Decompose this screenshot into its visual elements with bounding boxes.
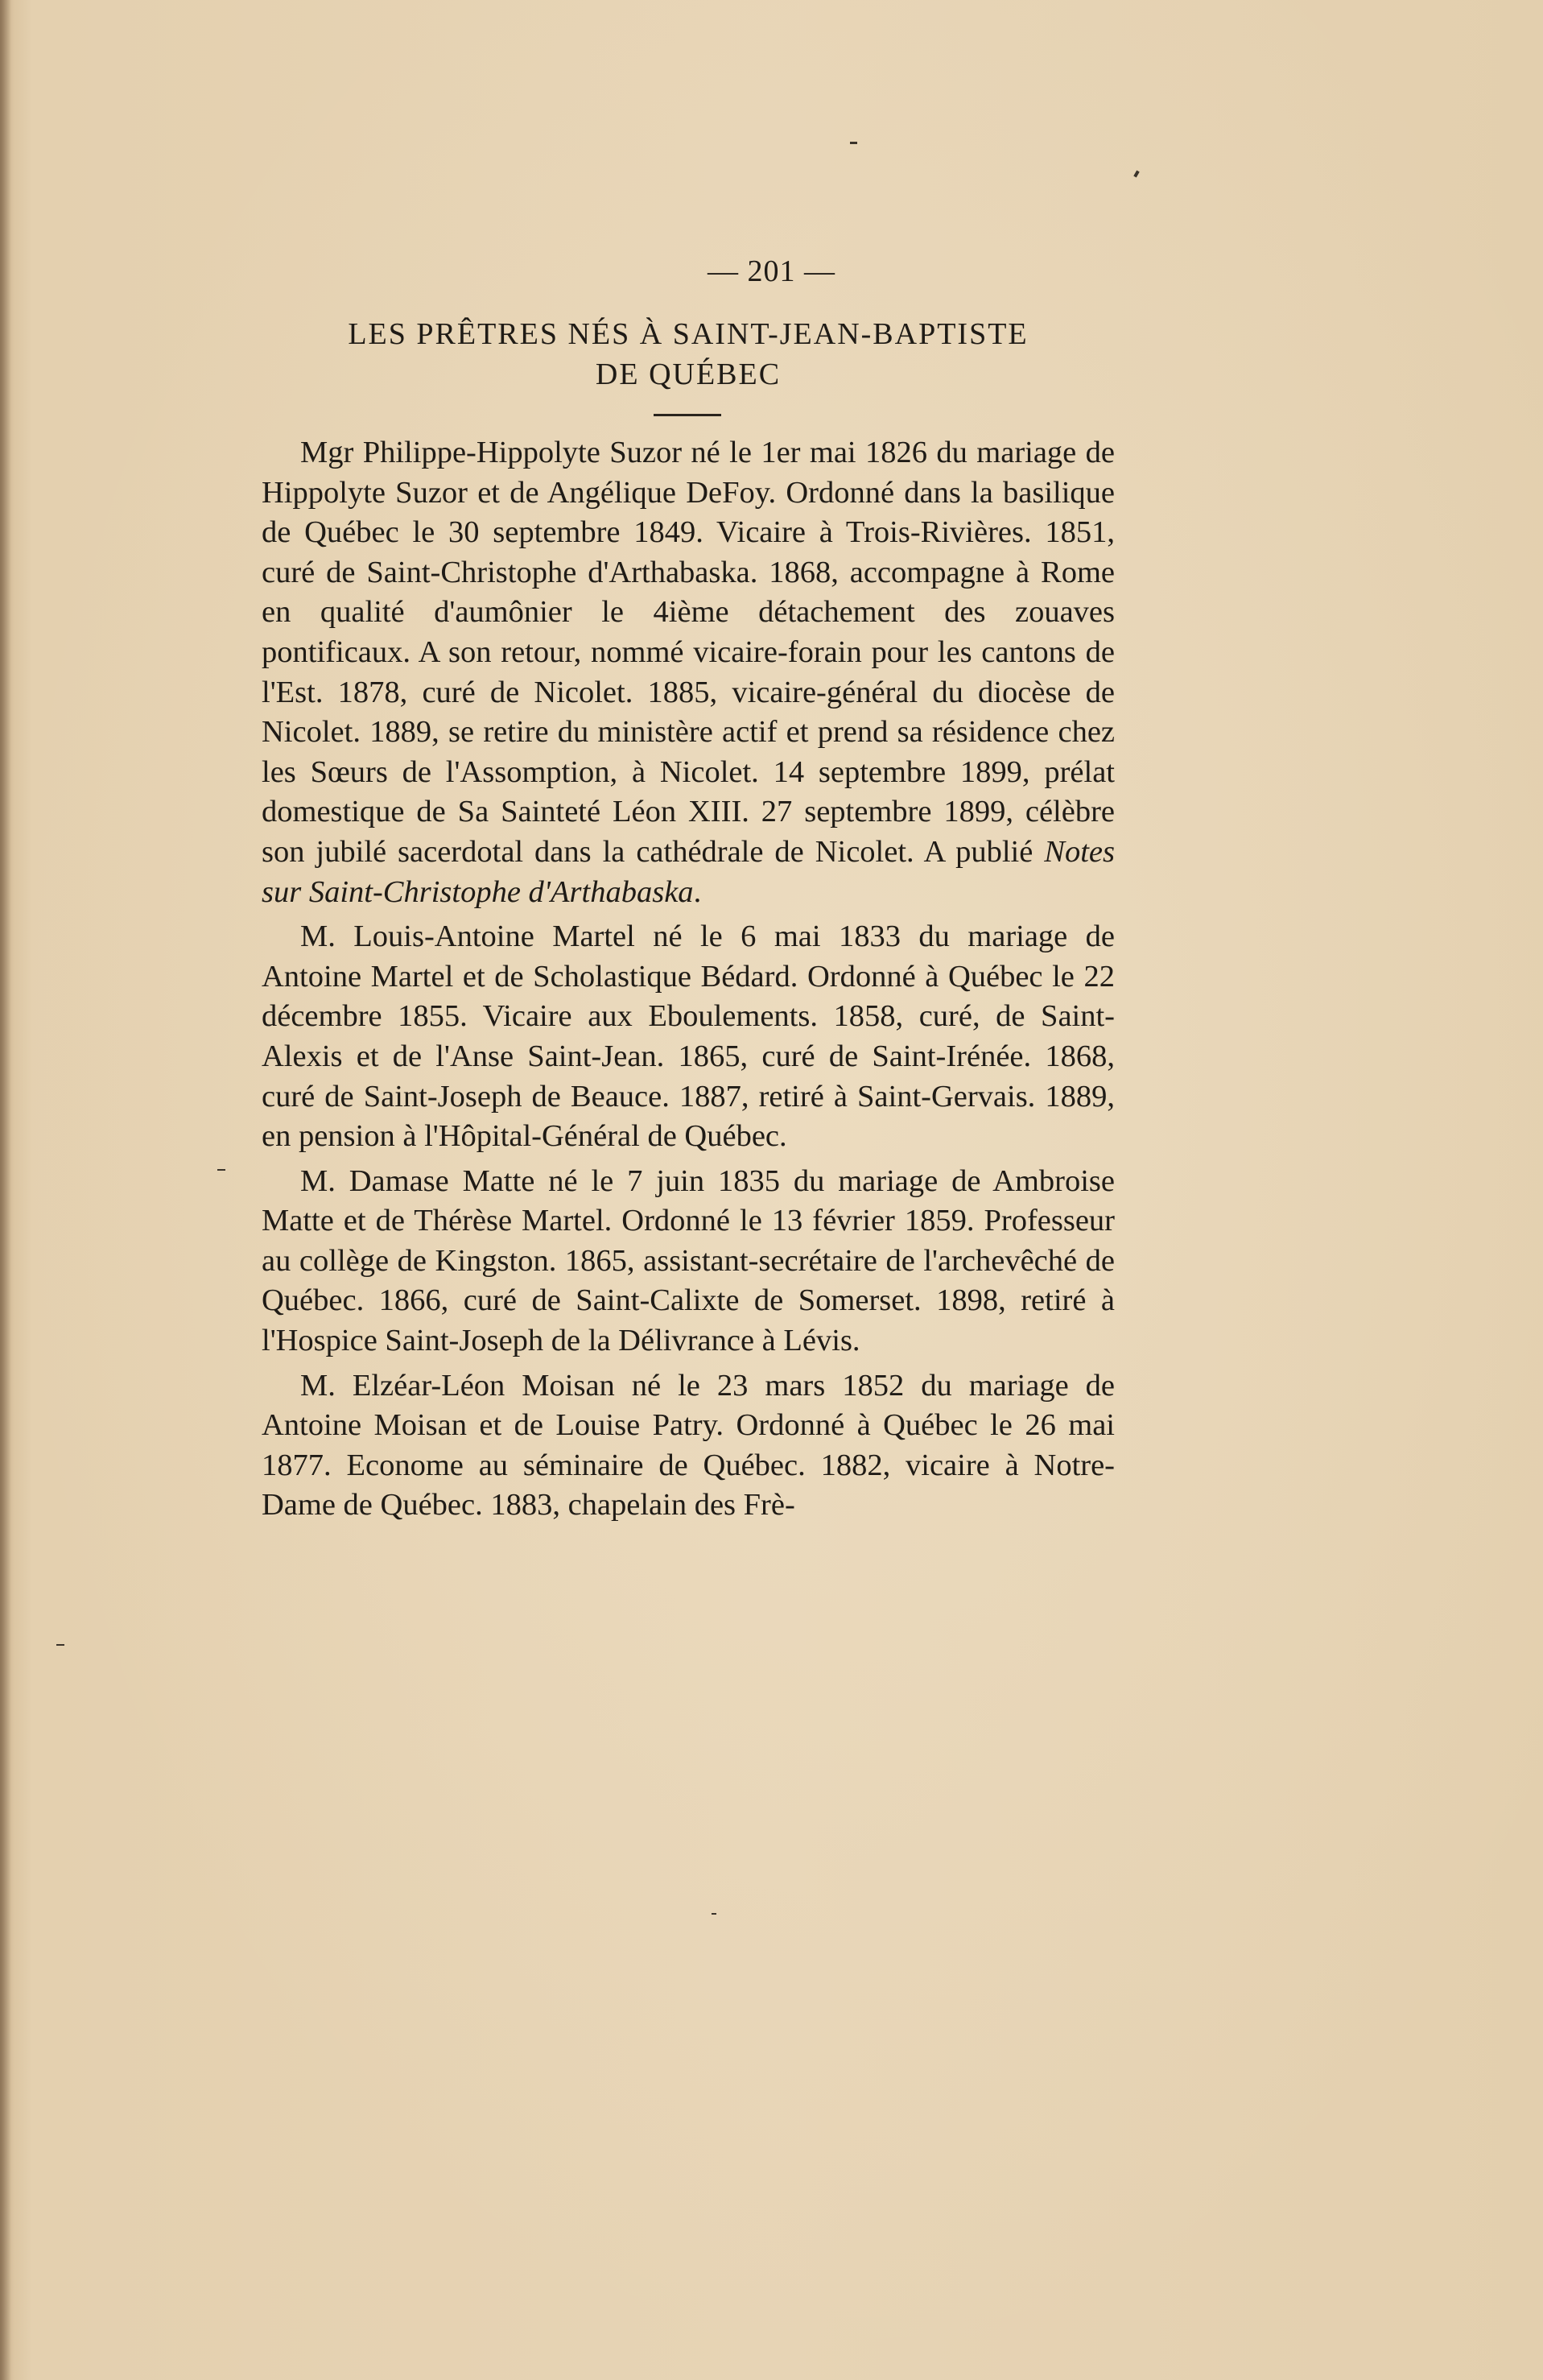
page-number: — 201 — <box>708 254 835 288</box>
paragraph-matte: M. Damase Matte né le 7 juin 1835 du mariage de Ambroise Matte et de Thérèse Martel. Ordonné le 13 février 1859. Professeur au collège de Kingston. 1865, assistant-secrétaire de l'archevêché de Québec. 1866, curé de Saint-Calixte de Somerset. 1898, retiré à l'Hospice Saint-Joseph de la Délivrance à Lévis. <box>262 1163 1115 1358</box>
chapter-title <box>262 314 1115 395</box>
paragraph-text: Mgr Philippe-Hippolyte Suzor né le 1er mai 1826 du mariage de Hippolyte Suzor et de Angélique DeFoy. Ordonné dans la basilique de Québec le 30 septembre 1849. Vicaire à Trois-Rivières. 1851, curé de Saint-Christophe d'Arthabaska. 1868, accompagne à Rome en qualité d'aumônier le 4ième détachement des zouaves pontificaux. A son retour, nommé vicaire-forain pour les cantons de l'Est. 1878, curé de Nicolet. 1885, vicaire-général du diocèse de Nicolet. 1889, se retire du ministère actif et prend sa résidence chez les Sœurs de l'Assomption, à Nicolet. 14 septembre 1899, prélat domestique de Sa Sainteté Léon XIII. 27 septembre 1899, célèbre son jubilé sacerdotal dans la cathédrale de Nicolet. A publié <box>262 436 1115 869</box>
chapter-title-line-2: DE QUÉBEC <box>595 357 782 391</box>
ink-speck <box>850 142 857 144</box>
ink-speck <box>712 1913 716 1915</box>
spine-shadow <box>0 0 11 2380</box>
paragraph-moisan: M. Elzéar-Léon Moisan né le 23 mars 1852 du mariage de Antoine Moisan et de Louise Patry. Ordonné à Québec le 26 mai 1877. Econome au séminaire de Québec. 1882, vicaire à Notre-Dame de Québec. 1883, chapelain des Frè- <box>262 1368 1115 1523</box>
title-divider <box>654 414 721 416</box>
ink-speck <box>1133 171 1139 178</box>
paragraph-tail: . <box>693 874 702 909</box>
chapter-title-line-1: LES PRÊTRES NÉS À SAINT-JEAN-BAPTISTE <box>348 317 1029 351</box>
paragraph-suzor <box>262 433 1115 912</box>
paragraph-martel: M. Louis-Antoine Martel né le 6 mai 1833 du mariage de Antoine Martel et de Scholastique Bédard. Ordonné à Québec le 22 décembre 1855. Vicaire aux Eboulements. 1858, curé, de Saint-Alexis et de l'Anse Saint-Jean. 1865, curé de Saint-Irénée. 1868, curé de Saint-Joseph de Beauce. 1887, retiré à Saint-Gervais. 1889, en pension à l'Hôpital-Général de Québec. <box>262 919 1115 1154</box>
ink-speck <box>217 1169 225 1171</box>
book-title: Notes sur Saint-Christophe d'Arthabaska <box>262 834 1115 909</box>
ink-speck <box>56 1644 64 1646</box>
page-body <box>262 433 1115 1531</box>
